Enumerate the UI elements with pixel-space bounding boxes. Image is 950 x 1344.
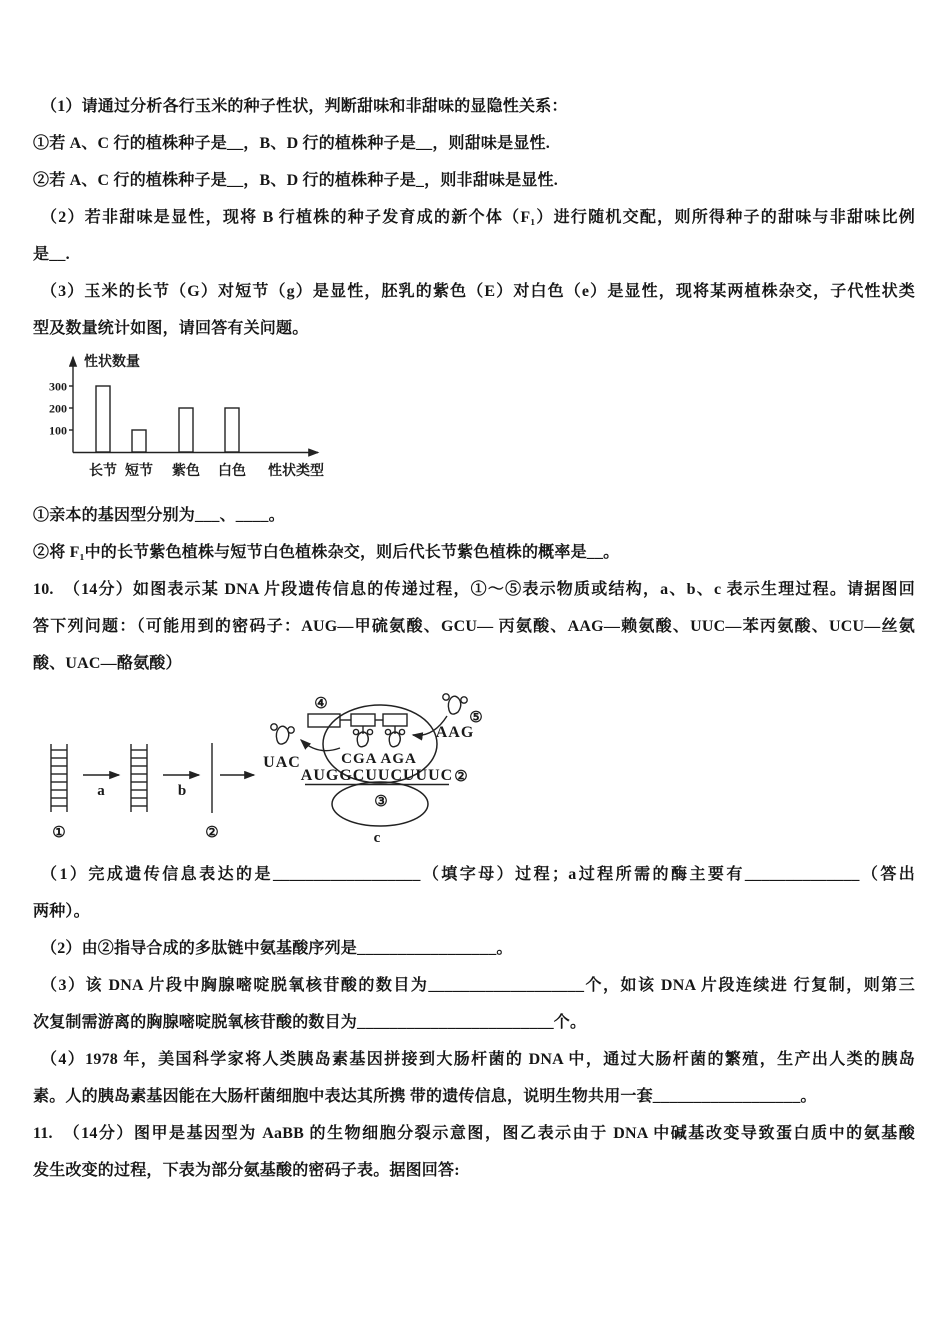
x-category-label: 短节	[125, 464, 153, 479]
ribosome-anticodons-label: CGA AGA	[341, 751, 417, 767]
text-line: ①亲本的基因型分别为___、____。	[33, 507, 285, 524]
text-line: 两种）。	[33, 903, 90, 920]
dna-label: ①	[52, 825, 66, 841]
text-line: ②若 A、C 行的植株种子是__，B、D 行的植株种子是_，则非甜味是显性.	[33, 172, 558, 189]
trna-leaving-icon	[271, 724, 294, 744]
text-line: 答下列问题：（可能用到的密码子：AUG—甲硫氨酸、GCU— 丙氨酸、AAG—赖氨酸、UUC—苯丙氨酸、UCU—丝氨	[33, 618, 915, 635]
gene-expression-diagram	[35, 684, 915, 856]
gene-diagram-svg	[35, 684, 505, 856]
question-9-block-1	[33, 88, 915, 347]
text-line: 次复制需游离的胸腺嘧啶脱氧核苷酸的数目为________________________个。	[33, 1014, 587, 1031]
trna-entering-icon	[443, 694, 467, 714]
mrna-label: ②	[205, 825, 219, 841]
process-a-label: a	[97, 783, 105, 799]
process-b-label: b	[177, 783, 187, 799]
text-line: （2）若非甜味是显性，现将 B 行植株的种子发育成的新个体（F₁）进行随机交配，则所得种子的甜味与非甜味比例	[41, 209, 915, 226]
text-line: 10. （14分）如图表示某 DNA 片段遗传信息的传递过程，①～⑤表示物质或结构，a、b、c 表示生理过程。请据图回	[33, 581, 915, 598]
x-category-label: 长节	[89, 464, 117, 479]
text-line: 发生改变的过程，下表为部分氨基酸的密码子表。据图回答:	[33, 1162, 460, 1179]
question-9-block-2	[33, 497, 915, 682]
leaving-anticodon-label: UAC	[263, 754, 301, 771]
process-c-label: c	[373, 830, 381, 846]
bar-chart-svg	[40, 349, 350, 489]
chart-bars-and-ticks	[49, 380, 246, 480]
text-line: 酸、UAC—酪氨酸）	[33, 655, 182, 672]
x-category-label: 紫色	[172, 464, 200, 479]
y-axis-title: 性状数量	[84, 355, 140, 370]
text-line: 是__.	[33, 246, 70, 263]
text-line: （1）完成遗传信息表达的是__________________（填字母）过程；a过程所需的酶主要有______________（答出	[41, 866, 915, 883]
text-line: （4）1978 年，美国科学家将人类胰岛素基因拼接到大肠杆菌的 DNA 中，通过大肠杆菌的繁殖，生产出人类的胰岛	[41, 1051, 915, 1068]
text-line: （3）玉米的长节（G）对短节（g）是显性，胚乳的紫色（E）对白色（e）是显性，现将某两植株杂交，子代性状类	[41, 283, 915, 300]
text-line: 型及数量统计如图，请回答有关问题。	[33, 320, 309, 337]
y-tick-label: 300	[49, 379, 67, 394]
trait-count-bar-chart	[40, 349, 915, 489]
bar-短节	[132, 430, 146, 452]
entering-anticodon-label: AAG	[435, 724, 475, 741]
bar-白色	[225, 408, 239, 452]
ribosome-label: ③	[374, 794, 388, 810]
text-line: ②将 F₁中的长节紫色植株与短节白色植株杂交，则后代长节紫色植株的概率是__。	[33, 544, 620, 561]
bar-紫色	[179, 408, 193, 452]
text-line: （3）该 DNA 片段中胸腺嘧啶脱氧核苷酸的数目为___________________个，如该 DNA 片段连续进 行复制，则第三	[41, 977, 915, 994]
y-tick-label: 100	[49, 423, 67, 438]
text-line: 11. （14分）图甲是基因型为 AaBB 的生物细胞分裂示意图，图乙表示由于 DNA 中碱基改变导致蛋白质中的氨基酸	[33, 1125, 915, 1142]
mrna-right-label: ②	[454, 769, 468, 785]
trna-exit-arrow	[301, 740, 340, 751]
dna-double-helix-2-icon	[131, 744, 147, 812]
text-line: ①若 A、C 行的植株种子是__，B、D 行的植株种子是__，则甜味是显性.	[33, 135, 550, 152]
entering-trna-number-label: ⑤	[469, 710, 483, 726]
x-category-label: 白色	[218, 464, 246, 479]
bar-长节	[96, 386, 110, 452]
polypeptide-label: ④	[314, 696, 328, 712]
mrna-sequence-label: AUGGCUUCUUUC	[300, 767, 454, 784]
y-tick-label: 200	[49, 401, 67, 416]
question-10-11-block	[33, 856, 915, 1189]
text-line: （2）由②指导合成的多肽链中氨基酸序列是_________________。	[41, 940, 513, 957]
trna-in-ribosome-icons	[351, 714, 407, 747]
x-axis-title: 性状类型	[268, 464, 324, 479]
text-line: （1）请通过分析各行玉米的种子性状，判断甜味和非甜味的显隐性关系：	[41, 98, 568, 115]
text-line: 素。人的胰岛素基因能在大肠杆菌细胞中表达其所携 带的遗传信息，说明生物共用一套__________________。	[33, 1088, 817, 1105]
dna-double-helix-icon	[51, 744, 67, 812]
